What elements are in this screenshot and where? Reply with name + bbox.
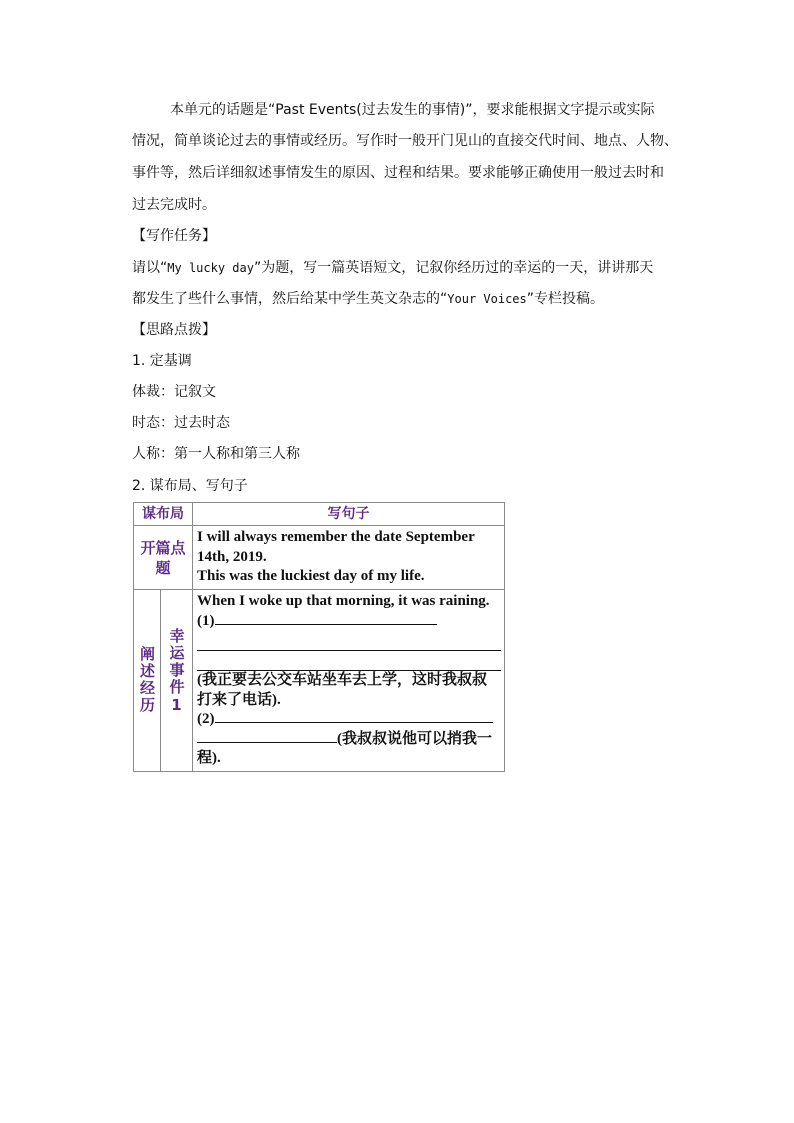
- task-line-1-pre: 请以“: [132, 260, 168, 276]
- task-line-1-post: ”为题，写一篇英语短文，记叙你经历过的幸运的一天，讲讲那天: [253, 260, 654, 276]
- answer-blank-2-continued[interactable]: [197, 730, 337, 743]
- answer-blank-1-continued[interactable]: [197, 631, 501, 651]
- opening-sentence-2: This was the luckiest day of my life.: [197, 568, 425, 584]
- row-label-experience-text: 阐述经历: [138, 646, 156, 715]
- tips-heading: 【思路点拨】: [132, 322, 216, 338]
- task-heading: 【写作任务】: [132, 228, 216, 244]
- tips-tense: 时态：过去时态: [132, 415, 230, 431]
- answer-blank-2[interactable]: [215, 710, 493, 723]
- answer-blank-1[interactable]: [215, 612, 437, 625]
- task-line-2-pre: 都发生了些什么事情，然后给某中学生英文杂志的“: [132, 291, 448, 307]
- opening-sentence-1: I will always remember the date September 14th, 2019.: [197, 529, 475, 565]
- event-hint-2: (我叔叔说他可以捎我一程).: [197, 730, 492, 766]
- row-sublabel-event-text: 幸运事件1: [167, 628, 186, 716]
- event-sentence-1-text: When I woke up that morning, it was raining. (1): [197, 593, 490, 629]
- opening-cell: [193, 526, 505, 590]
- event-sentence-1: [197, 592, 501, 631]
- event-cell: [193, 590, 505, 772]
- task-line-2-post: ”专栏投稿。: [526, 291, 605, 307]
- tips-person: 人称：第一人称和第三人称: [132, 446, 300, 462]
- task-title-mono: My lucky day: [167, 261, 254, 275]
- col-header-layout: 谋布局: [134, 503, 193, 526]
- col-header-sentences: 写句子: [193, 503, 505, 526]
- tips-step-2: 2. 谋布局、写句子: [132, 478, 248, 494]
- event-hint-2-line: [197, 730, 501, 769]
- row-label-opening-text: 开篇点题: [140, 538, 186, 577]
- intro-line-2: 情况，简单谈论过去的事情或经历。写作时一般开门见山的直接交代时间、地点、人物、: [132, 133, 678, 149]
- row-label-experience: [134, 590, 161, 772]
- row-label-opening: [134, 526, 193, 590]
- event-sentence-2: [197, 710, 501, 730]
- table-header-row: [134, 503, 505, 526]
- event-hint-1: (我正要去公交车站坐车去上学，这时我叔叔打来了电话).: [197, 672, 487, 708]
- event-number-2: (2): [197, 711, 215, 727]
- intro-line-1: 本单元的话题是“Past Events(过去发生的事情)”，要求能根据文字提示或实际: [170, 102, 655, 118]
- task-line-2: [132, 290, 604, 308]
- intro-line-3: 事件等，然后详细叙述事情发生的原因、过程和结果。要求能够正确使用一般过去时和: [132, 165, 664, 181]
- answer-blank-1-continued-2[interactable]: [197, 651, 501, 671]
- intro-line-4: 过去完成时。: [132, 197, 216, 213]
- tips-genre: 体裁：记叙文: [132, 384, 216, 400]
- task-line-1: [132, 259, 653, 277]
- column-name-mono: Your Voices: [447, 292, 527, 306]
- row-sublabel-event: [161, 590, 193, 772]
- table-row: [134, 590, 505, 772]
- tips-step-1: 1. 定基调: [132, 353, 192, 369]
- table-row: [134, 526, 505, 590]
- outline-table: [133, 502, 505, 772]
